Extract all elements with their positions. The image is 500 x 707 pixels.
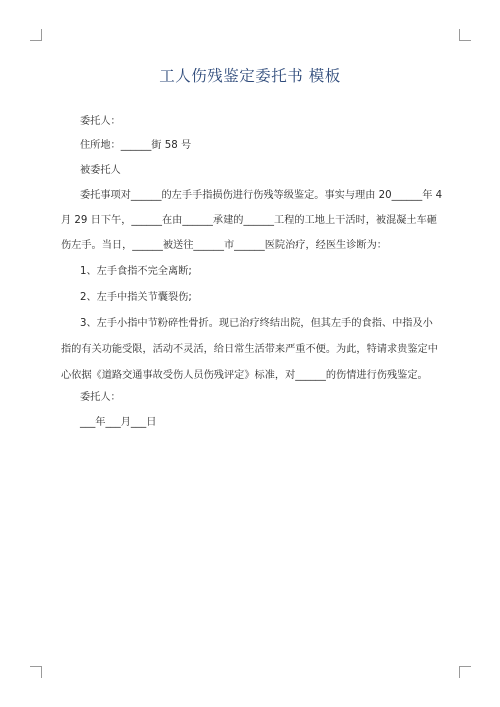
address-line: 住所地：______街 58 号 (80, 140, 192, 151)
diagnosis-item-3-line-3: 心依据《道路交通事故受伤人员伤残评定》标准，对______的伤情进行伤残鉴定。 (61, 370, 428, 381)
crop-mark-bottom-left (30, 666, 42, 678)
trustee-label-line: 被委托人 (80, 165, 121, 176)
signature-client-line: 委托人： (80, 392, 121, 403)
diagnosis-item-3-line-1: 3、左手小指中节粉碎性骨折。现已治疗终结出院，但其左手的食指、中指及小 (80, 318, 433, 329)
crop-mark-top-left (30, 29, 42, 41)
signature-date-line: ___年___月___日 (80, 417, 157, 428)
diagnosis-item-1: 1、左手食指不完全离断; (80, 266, 192, 277)
crop-mark-top-right (459, 29, 471, 41)
diagnosis-item-2: 2、左手中指关节囊裂伤; (80, 292, 192, 303)
crop-mark-bottom-right (459, 666, 471, 678)
document-title: 工人伤残鉴定委托书 模板 (159, 67, 341, 85)
body-paragraph-line-2: 月 29 日下午，______在由______承建的______工程的工地上干活时，被混凝土车砸 (61, 215, 437, 226)
diagnosis-item-3-line-2: 指的有关功能受限，活动不灵活，给日常生活带来严重不便。为此，特请求贵鉴定中 (61, 344, 438, 355)
body-paragraph-line-3: 伤左手。当日，______被送往______市______医院治疗，经医生诊断为： (61, 240, 387, 251)
client-label-line: 委托人： (80, 116, 121, 127)
body-paragraph-line-1: 委托事项对______的左手手指损伤进行伤残等级鉴定。事实与理由 20______年 4 (80, 190, 443, 201)
